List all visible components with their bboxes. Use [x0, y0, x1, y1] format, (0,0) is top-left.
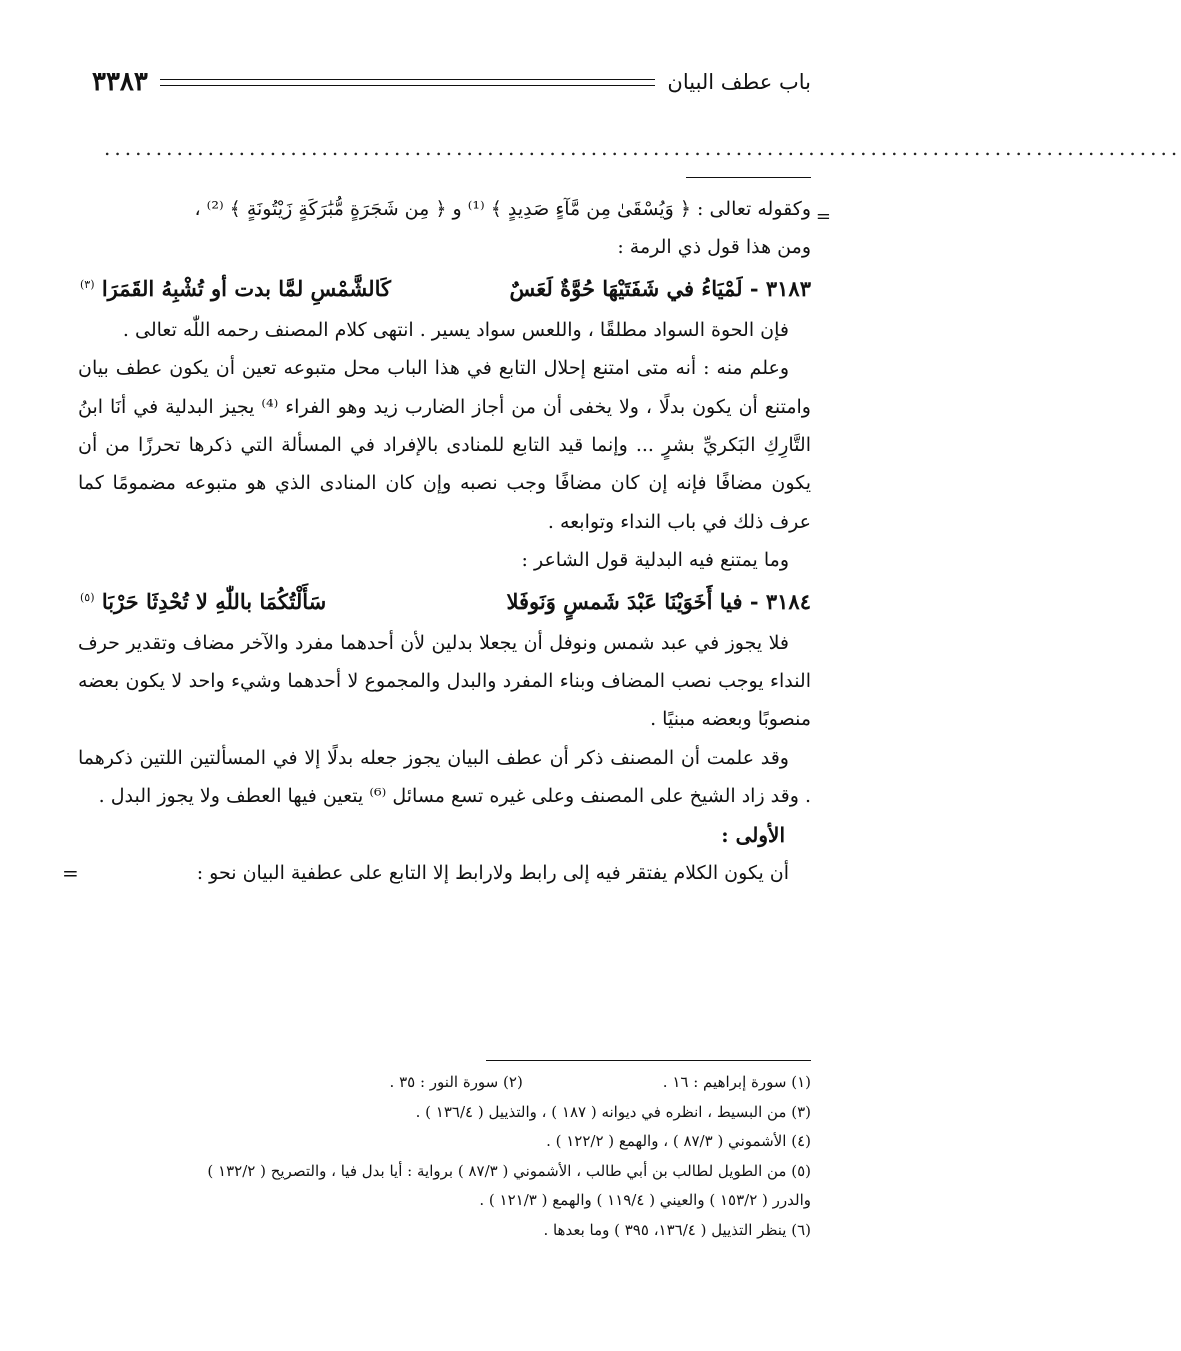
text-line: وكقوله تعالى : ﴿ وَيُسْقَىٰ مِن مَّآءٍ صَدِيدٍ ﴾ ⁽¹⁾ و ﴿ مِن شَجَرَةٍ مُّبَٰرَكَةٍ زَيْتُونَةٍ ﴾ ⁽²⁾ ، — [194, 198, 811, 220]
page-number: ٣٣٨٣ — [92, 67, 148, 97]
footnote-5: (٥) من الطويل لطالب بن أبي طالب ، الأشموني ( ٨٧/٣ ) برواية : أيا بدل فيا ، والتصريح ( ١٣٢/٢ ) — [207, 1161, 811, 1180]
footnote-3: (٣) من البسيط ، انظره في ديوانه ( ١٨٧ ) ، والتذييل ( ١٣٦/٤ ) . — [415, 1102, 811, 1121]
footnote-2: (٢) سورة النور : ٣٥ . — [389, 1073, 523, 1091]
footnotes — [80, 1068, 811, 1245]
verse-3183 — [78, 267, 811, 311]
paragraph: وعلم منه : أنه متى امتنع إحلال التابع في هذا الباب محل متبوعه تعين أن يكون عطف بيان وامتنع أن يكون بدلًا ، ولا يخفى أن من أجاز الضارب زيد وهو الفراء ⁽⁴⁾ يجيز البدلية في أنَا ابنُ التَّارِكِ البَكريِّ بشرٍ ... وإنما قيد التابع للمنادى بالإفراد في المسألة التي ذكرها تحرزًا من أن يكون مضافًا فإنه إن كان مضافًا وجب نصبه وإن كان المنادى الذي هو متبوعه مضمومًا كما عرف ذلك في باب النداء وتوابعه . — [78, 357, 811, 533]
footnote-ref: (٥) — [80, 590, 95, 604]
paragraph: وقد علمت أن المصنف ذكر أن عطف البيان يجوز جعله بدلًا إلا في المسألتين اللتين ذكرهما . وقد زاد الشيخ على المصنف وعلى غيره تسع مسائل ⁽⁶⁾ يتعين فيها العطف ولا يجوز البدل . — [78, 746, 811, 808]
dotted-separator: ........................................................................................................ — [104, 136, 1181, 160]
verse-3184 — [78, 580, 811, 624]
continuation-mark-end: = — [62, 861, 79, 886]
continuation-rule — [686, 177, 811, 178]
footnote-row — [80, 1068, 811, 1098]
verse-second-text: سَأَلْتُكُمَا باللّٰهِ لا تُحْدِثَا حَرْبَا — [101, 588, 327, 614]
verse-second-text: كَالشَّمْسِ لمَّا بدت أو تُشْبِهُ القَمَرَا — [101, 275, 391, 301]
page-header — [92, 62, 811, 102]
verse-second-hemistich — [78, 267, 391, 311]
paragraph: فلا يجوز في عبد شمس ونوفل أن يجعلا بدلين لأن أحدهما مفرد والآخر مضاف وتقدير حرف النداء يوجب نصب المضاف وبناء المفرد والبدل والمجموع لا أحدهما وشيء واحد لا يكون بعضه منصوبًا وبعضه مبنيًا . — [78, 631, 811, 731]
footnote-4: (٤) الأشموني ( ٨٧/٣ ) ، والهمع ( ١٢٢/٢ ) . — [546, 1132, 811, 1150]
paragraph: وما يمتنع فيه البدلية قول الشاعر : — [521, 549, 789, 572]
section-heading: الأولى : — [721, 822, 785, 847]
footnote-6: (٦) ينظر التذييل ( ١٣٦/٤، ٣٩٥ ) وما بعدها . — [543, 1220, 811, 1239]
continuation-mark-start: = — [815, 206, 831, 227]
paragraph — [62, 854, 811, 892]
main-text — [62, 190, 831, 893]
footnote-1: (١) سورة إبراهيم : ١٦ . — [662, 1073, 811, 1091]
verse-second-hemistich — [78, 580, 326, 624]
text-line: ومن هذا قول ذي الرمة : — [617, 236, 811, 259]
footnote-5-continuation: والدرر ( ١٥٣/٢ ) والعيني ( ١١٩/٤ ) والهمع ( ١٢١/٣ ) . — [479, 1191, 811, 1209]
verse-first-hemistich: ٣١٨٤ - فيا أَخَوَيْنَا عَبْدَ شَمسٍ وَنَوفَلا — [506, 588, 811, 614]
footnote-rule — [486, 1060, 811, 1061]
paragraph-text: أن يكون الكلام يفتقر فيه إلى رابط ولارابط إلا التابع على عطفية البيان نحو : — [196, 862, 789, 885]
header-double-rule — [160, 79, 656, 86]
chapter-title: باب عطف البيان — [667, 70, 811, 94]
verse-first-hemistich: ٣١٨٣ - لَمْيَاءُ في شَفَتَيْهَا حُوَّةٌ لَعَسٌ — [509, 275, 811, 301]
footnote-ref: (٣) — [80, 277, 95, 291]
paragraph: فإن الحوة السواد مطلقًا ، واللعس سواد يسير . انتهى كلام المصنف رحمه اللّٰه تعالى . — [122, 318, 789, 341]
